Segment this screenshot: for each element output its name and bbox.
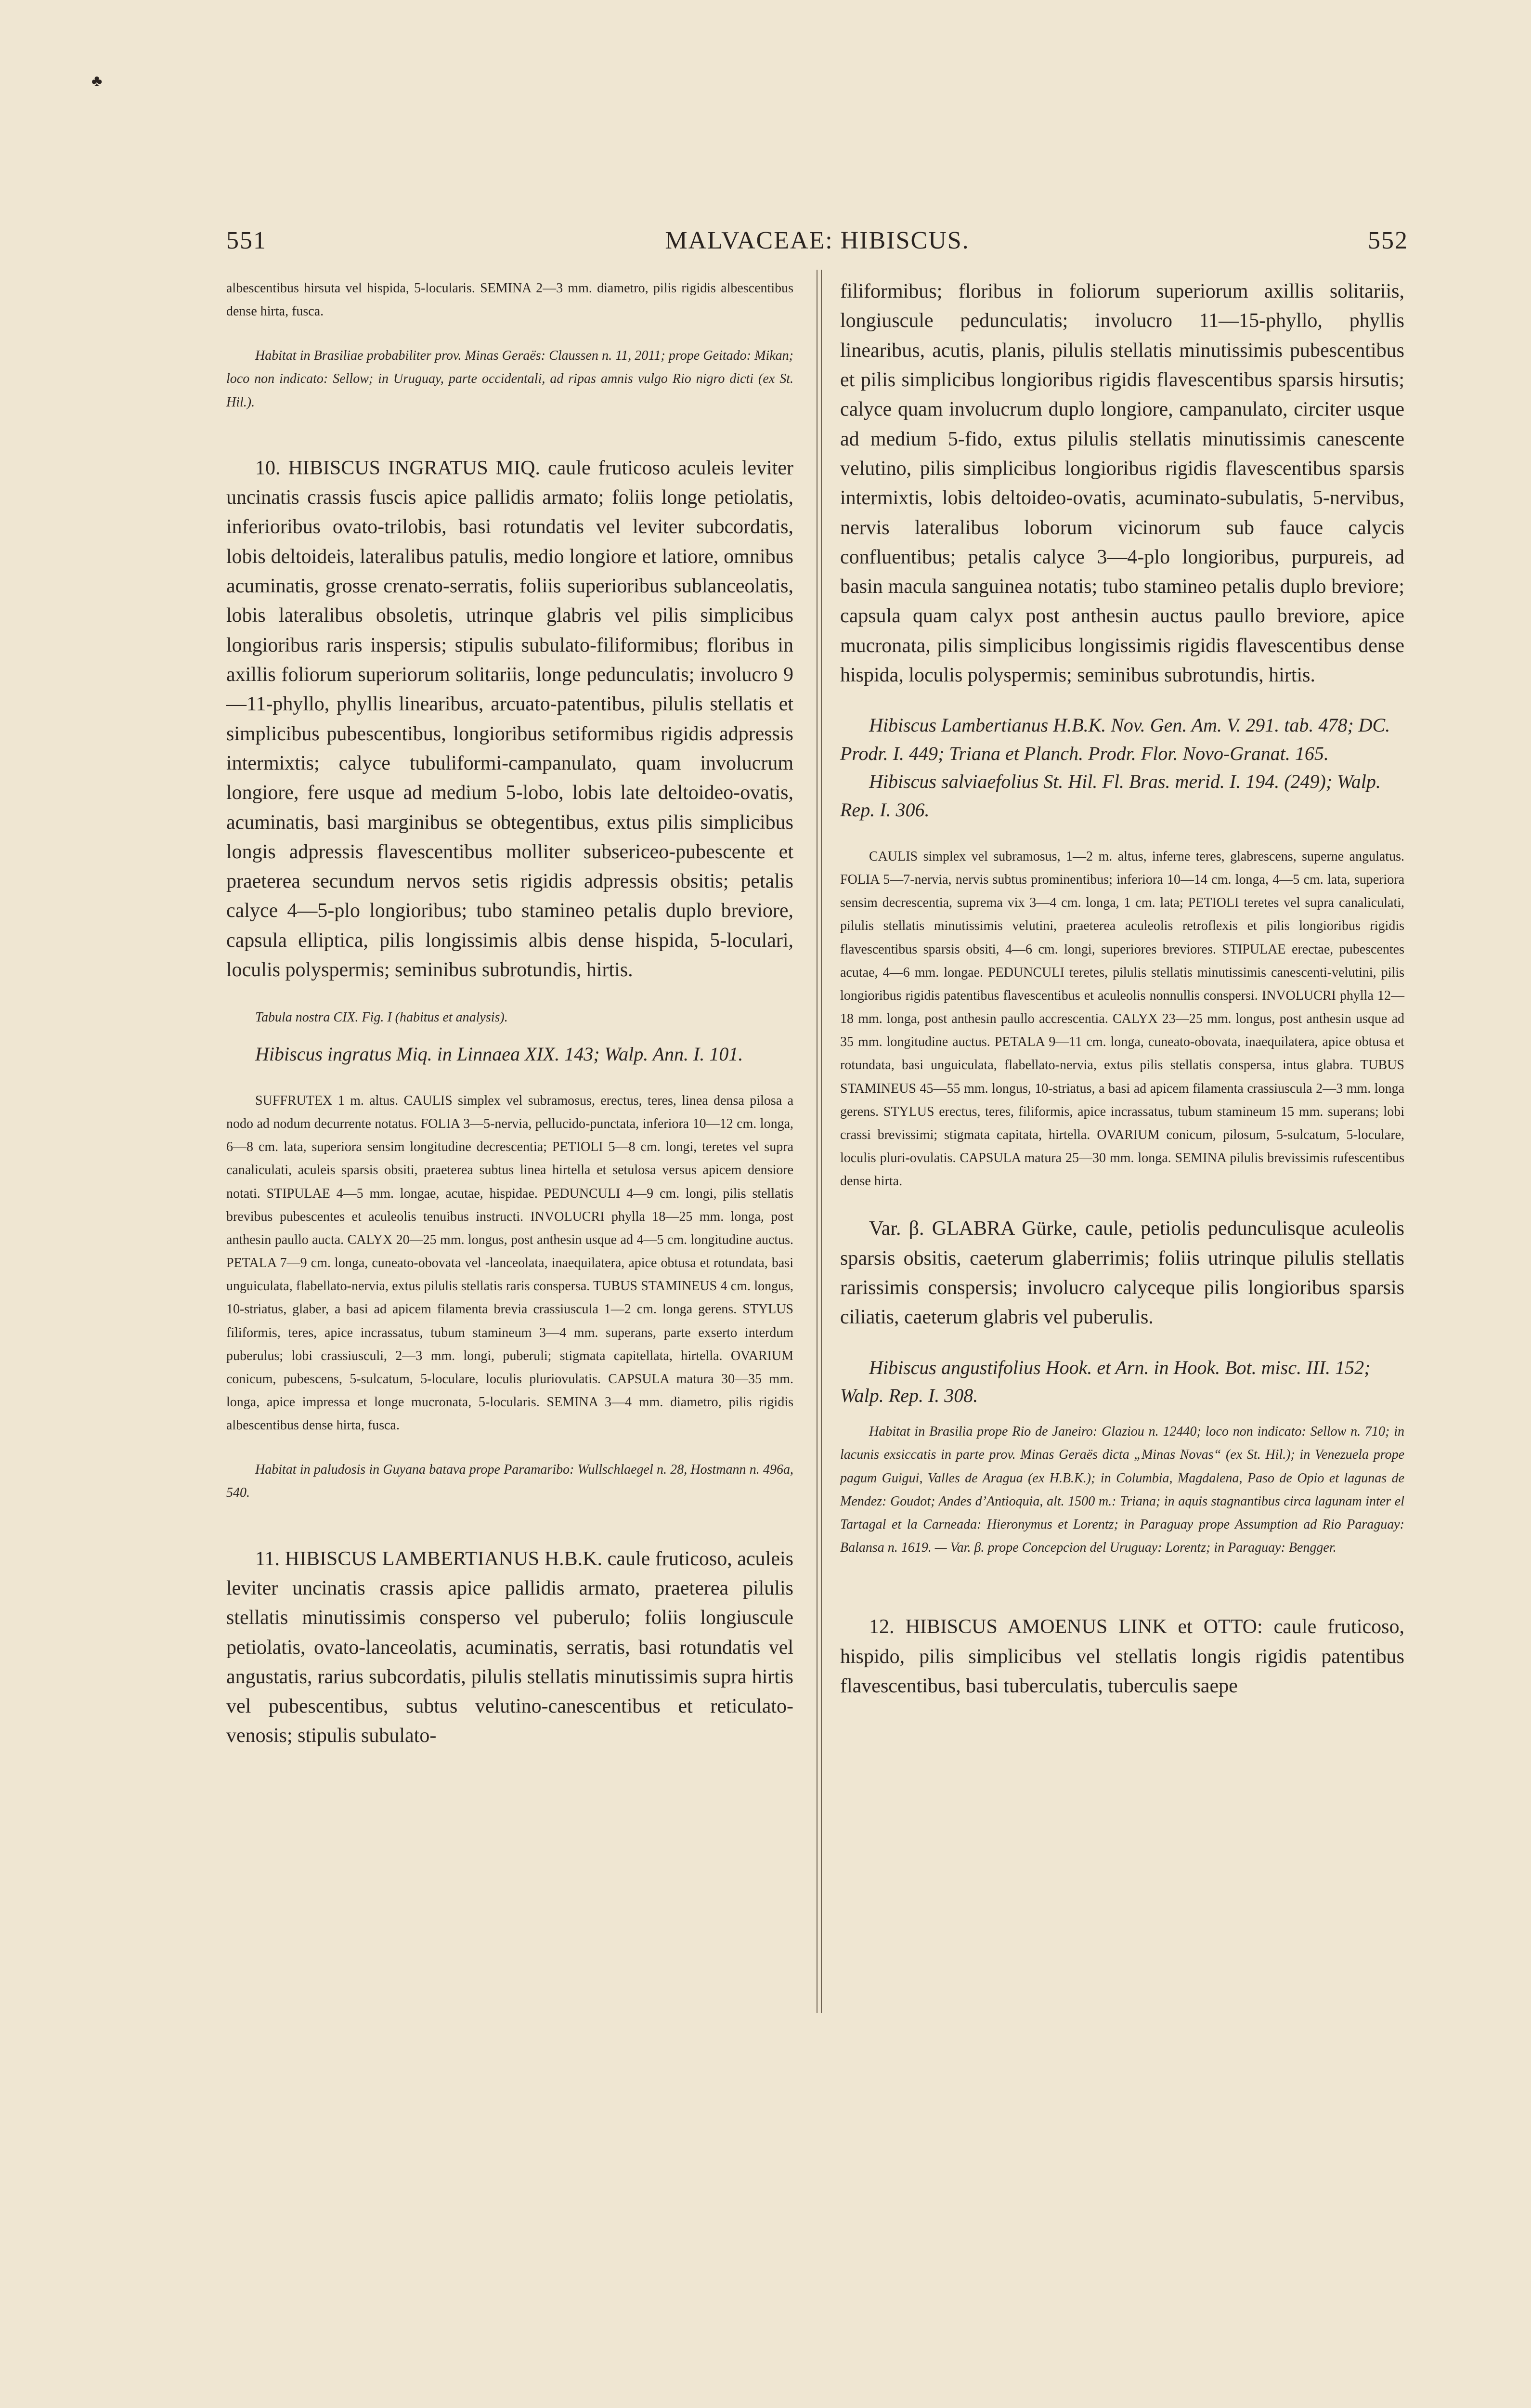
species-10-diagnosis: 10. HIBISCUS INGRATUS MIQ. caule fruticoso aculeis leviter uncinatis crassis fuscis apice pallidis armato; foliis longe petiolatis, inferioribus ovato-trilobis, basi rotundatis vel leviter subcordatis, lobis deltoideis, lateralibus patulis, medio longiore et latiore, omnibus acuminatis, grosse crenato-serratis, foliis superioribus sublanceolatis, lobis lateralibus obsoletis, utrinque glabris vel pilis simplicibus longioribus raris inspersis; stipulis subulato-filiformibus; floribus in axillis foliorum superiorum solitariis, longe pedunculatis; involucro 9—11-phyllo, phyllis linearibus, arcuato-patentibus, pilulis stellatis et simplicibus pubescentibus, longioribus setiformibus rigidis adpressis intermixtis; calyce tubuliformi-campanulato, quam involucrum longiore, fere usque ad medium 5-lobo, lobis late deltoideo-ovatis, acuminatis, basi marginibus se obtegentibus, extus pilis simplicibus longis adpressis flavescentibus molliter subsericeo-pubescente et praeterea secundum nervos setis rigidis adpressis obsitis; petalis calyce 4—5-plo longioribus; tubo stamineo petalis duplo breviore, capsula elliptica, pilis longissimis albis dense hispida, 5-loculari, loculis polyspermis; seminibus subrotundis, hirtis. — [226, 457, 793, 982]
variety-citation: Hibiscus angustifolius Hook. et Arn. in Hook. Bot. misc. III. 152; Walp. Rep. I. 308. — [840, 1356, 1371, 1406]
species-11-citation-a: Hibiscus Lambertianus H.B.K. Nov. Gen. Am. V. 291. tab. 478; DC. Prodr. I. 449; Triana et Planch. Prodr. Flor. Novo-Granat. 165. — [840, 714, 1390, 764]
species-10-description: SUFFRUTEX 1 m. altus. CAULIS simplex vel subramosus, erectus, teres, linea densa pilosa a nodo ad nodum decurrente notatus. FOLIA 3—5-nervia, pellucido-punctata, inferiora 10—12 cm. longa, 6—8 cm. lata, superiora sensim longitudine decrescentia; PETIOLI 5—8 cm. longi, teretes vel supra canaliculati, aculeis sparsis obsiti, praeterea subtus linea hirtella et setulosa versus apicem densiore notati. STIPULAE 4—5 mm. longae, acutae, hispidae. PEDUNCULI 4—9 cm. longi, pilis stellatis brevibus pubescentes et aculeolis tenuibus instructi. INVOLUCRI phylla 18—25 mm. longa, post anthesin paullo aucta. CALYX 20—25 mm. longus, post anthesin usque ad 4—5 cm. longitudine auctus. PETALA 7—9 cm. longa, cuneato-obovata vel -lanceolata, inaequilatera, apice obtusa et rotundata, basi unguiculata, flabellato-nervia, extus pilulis stellatis raris conspersa. TUBUS STAMINEUS 4 cm. longus, 10-striatus, glaber, a basi ad apicem filamenta brevia crassiuscula 1—2 cm. longa gerens. STYLUS filiformis, teres, apice incrassatus, tubum stamineum 3—4 mm. superans, parte exserto interdum puberulus; lobi crassiusculi, 2—3 mm. longi, puberuli; stigmata capitellata, hirtella. OVARIUM conicum, pubescens, 5-sulcatum, 5-loculare, loculis pluriovulatis. CAPSULA matura 30—35 mm. longa, apice impressa et longe mucronata, 5-locularis. SEMINA 3—4 mm. diametro, pilis rigidis albescentibus dense hirta, fusca. — [226, 1093, 793, 1433]
species-10-citation: Hibiscus ingratus Miq. in Linnaea XIX. 143; Walp. Ann. I. 101. — [255, 1043, 743, 1065]
variety-glabra: Var. β. GLABRA Gürke, caule, petiolis pedunculisque aculeolis sparsis obsitis, caeterum glaberrimis; foliis utrinque pilulis stellatis rarissimis conspersis; involucro calyceque pilis longioribus sparsis ciliatis, caeterum glabris vel puberulis. — [840, 1217, 1404, 1329]
corner-mark: ♣ — [91, 72, 103, 90]
habitat-9: Habitat in Brasiliae probabiliter prov. Minas Geraës: Claussen n. 11, 2011; prope Geitado: Mikan; loco non indicato: Sellow; in Uruguay, parte occidentali, ad ripas amnis vulgo Rio nigro dicti (ex St. Hil.). — [226, 348, 793, 410]
habitat-10: Habitat in paludosis in Guyana batava prope Paramaribo: Wullschlaegel n. 28, Hostmann n. 496a, 540. — [226, 1462, 793, 1501]
page-number-right: 552 — [1368, 227, 1408, 254]
description-continued: albescentibus hirsuta vel hispida, 5-locularis. SEMINA 2—3 mm. diametro, pilis rigidis albescentibus dense hirta, fusca. — [226, 281, 793, 319]
species-11-diagnosis-continued: filiformibus; floribus in foliorum superiorum axillis solitariis, longiuscule pedunculatis; involucro 11—15-phyllo, phyllis linearibus, acutis, planis, pilulis stellatis minutissimis pubescentibus et pilis simplicibus longioribus rigidis flavescentibus sparsis hirsutis; calyce quam involucrum duplo longiore, campanulato, circiter usque ad medium 5-fido, extus pilulis stellatis minutissimis canescente velutino, pilis simplicibus longioribus rigidis flavescentibus sparsis intermixtis, lobis deltoideo-ovatis, acuminato-subulatis, 5-nervibus, nervis lateralibus loborum vicinorum sub fauce calycis confluentibus; petalis calyce 3—4-plo longioribus, purpureis, ad basin macula sanguinea notatis; tubo stamineo petalis duplo breviore; capsula quam calyx post anthesin auctus paullo breviore, apice mucronata, pilis simplicibus longissimis rigidis flavescentibus dense hispida, loculis polyspermis; seminibus subrotundis, hirtis. — [840, 280, 1404, 687]
plate-reference: Tabula nostra CIX. Fig. I (habitus et analysis). — [255, 1010, 508, 1025]
habitat-11: Habitat in Brasilia prope Rio de Janeiro: Glaziou n. 12440; loco non indicato: Sellow n. 710; in lacunis exsiccatis in parte prov. Minas Geraës dicta „Minas Novas“ (ex St. Hil.); in Venezuela prope pagum Guigui, Valles de Aragua (ex H.B.K.); in Columbia, Magdalena, Paso de Opio et lagunas de Mendez: Goudot; Andes d’Antioquia, alt. 1500 m.: Triana; in aquis stagnantibus circa lagunam inter el Tartagal et la Carneada: Hieronymus et Lorentz; in Paraguay prope Assumption ad Rio Paraguay: Balansa n. 1619. — Var. β. prope Concepcion del Uruguay: Lorentz; in Paraguay: Bengger. — [840, 1424, 1404, 1556]
page-number-left: 551 — [226, 227, 267, 254]
right-column — [840, 277, 1404, 1701]
left-column — [226, 277, 793, 1751]
running-title: MALVACEAE: HIBISCUS. — [665, 227, 970, 254]
species-11-diagnosis: 11. HIBISCUS LAMBERTIANUS H.B.K. caule fruticoso, aculeis leviter uncinatis crassis apice pallidis armato, praeterea pilulis stellatis minutissimis consperso vel puberulo; foliis longiuscule petiolatis, ovato-lanceolatis, acuminatis, serratis, basi rotundatis vel angustatis, rarius subcordatis, pilulis stellatis minutissimis supra hirtis vel pubescentibus, subtus velutino-canescentibus et reticulato-venosis; stipulis subulato- — [226, 1547, 793, 1747]
species-11-citation-b: Hibiscus salviaefolius St. Hil. Fl. Bras. merid. I. 194. (249); Walp. Rep. I. 306. — [840, 771, 1381, 821]
running-header — [226, 226, 1408, 265]
species-12-diagnosis: 12. HIBISCUS AMOENUS LINK et OTTO: caule fruticoso, hispido, pilis simplicibus vel stellatis longis rigidis patentibus flavescentibus, basi tuberculatis, tuberculis saepe — [840, 1616, 1404, 1697]
column-divider — [817, 270, 822, 2013]
species-11-description: CAULIS simplex vel subramosus, 1—2 m. altus, inferne teres, glabrescens, superne angulatus. FOLIA 5—7-nervia, nervis subtus prominentibus; inferiora 10—14 cm. longa, 4—5 cm. lata, superiora sensim decrescentia, suprema vix 3—4 cm. longa, 1 cm. lata; PETIOLI teretes vel supra canaliculati, pilulis stellatis minutissimis velutini, praeterea aculeolis retroflexis et pilis longioribus rigidis flavescentibus sparsis obsiti, 4—6 cm. longi, superiores breviores. STIPULAE erectae, pubescentes acutae, 4—6 mm. longae. PEDUNCULI teretes, pilulis stellatis minutissimis canescenti-velutini, pilis longioribus rigidis patentibus flavescentibus et aculeolis nonnullis conspersi. INVOLUCRI phylla 12—18 mm. longa, post anthesin paullo accrescentia. CALYX 23—25 mm. longus, post anthesin usque ad 35 mm. longitudine auctus. PETALA 9—11 cm. longa, cuneato-obovata, inaequilatera, apice obtusa et rotundata, basi unguiculata, flabellato-nervia, extus pilis stellatis conspersa, intus glabra. TUBUS STAMINEUS 45—55 mm. longus, 10-striatus, a basi ad apicem filamenta crassiuscula 2—3 mm. longa gerens. STYLUS erectus, teres, filiformis, apice incrassatus, tubum stamineum 15 mm. superans; lobi crassi brevissimi; stigmata capitata, hirtella. OVARIUM conicum, pilosum, 5-sulcatum, 5-loculare, loculis pluri-ovulatis. CAPSULA matura 25—30 mm. longa. SEMINA pilulis brevissimis rufescentibus dense hirta. — [840, 849, 1404, 1189]
